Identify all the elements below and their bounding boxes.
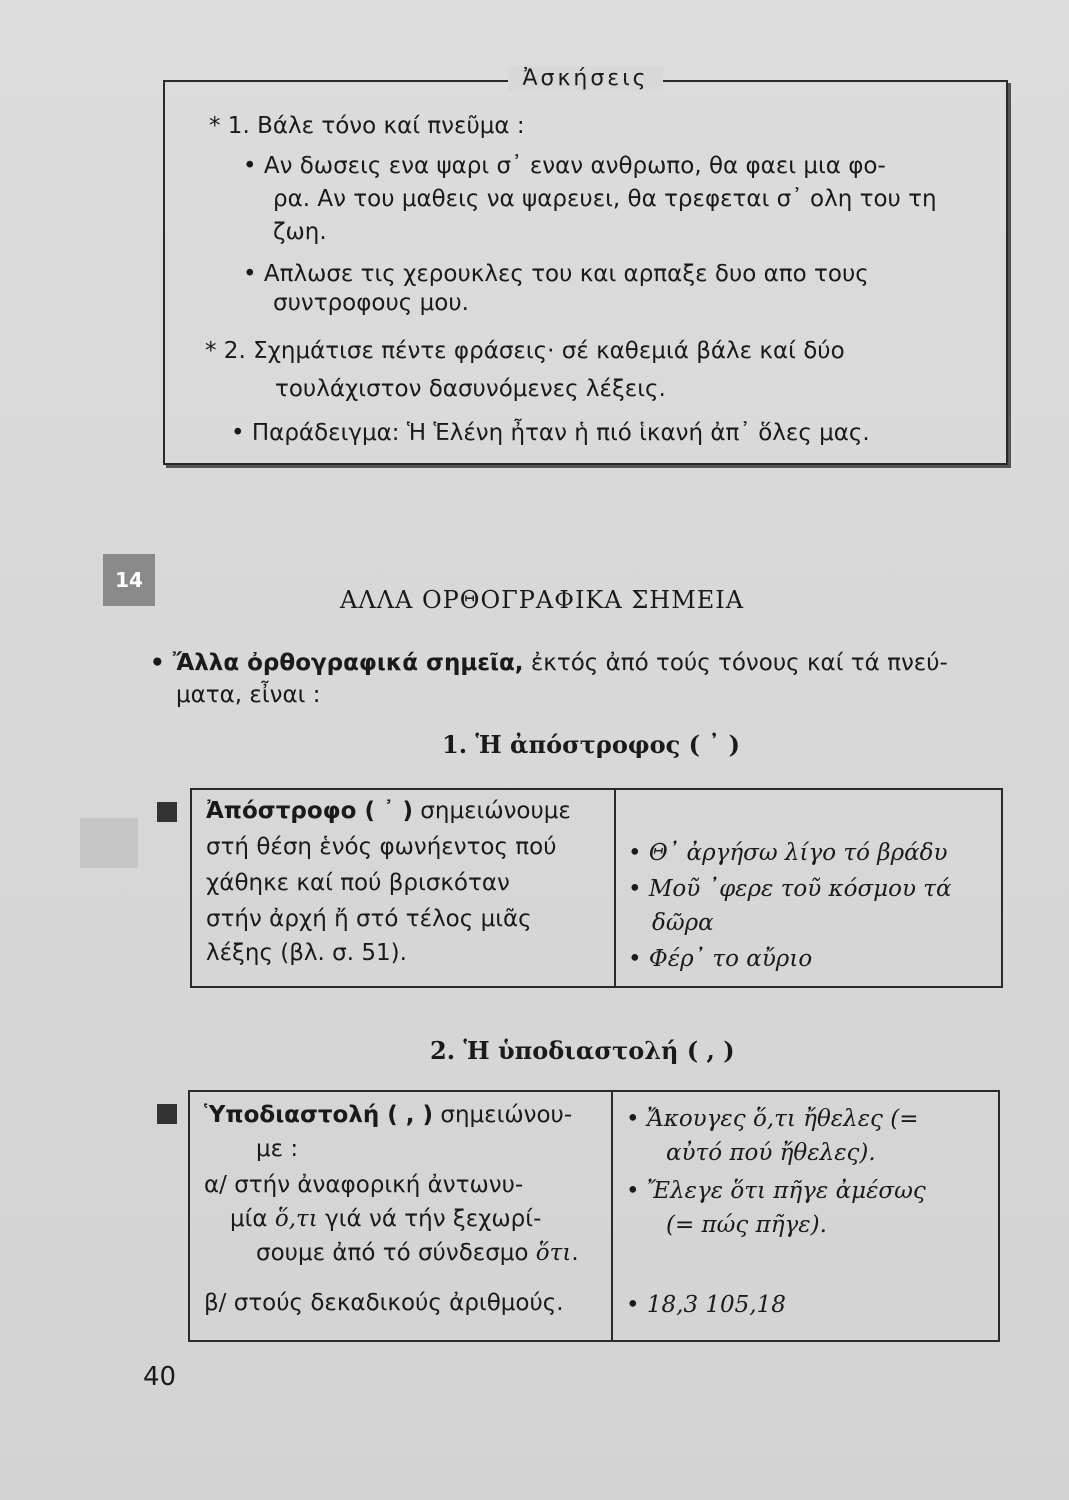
square-bullet-icon (157, 802, 177, 822)
apostrophe-rule-line: στή θέση ἑνός φωνήεντος πού (206, 834, 557, 860)
comma-table (188, 1090, 1000, 1342)
comma-example: (= πώς πῆγε). (666, 1212, 827, 1238)
apostrophe-example: • Θ᾿ ἀργήσω λίγο τό βράδυ (628, 840, 948, 866)
comma-rule-text: σουμε ἀπό τό σύνδεσμο (256, 1240, 536, 1266)
comma-example: • Ἄκουγες ὅ,τι ἤθελες (= (626, 1106, 919, 1132)
apostrophe-example: • Μοῦ ᾿φερε τοῦ κόσμου τά (628, 876, 952, 902)
apostrophe-example: δῶρα (652, 910, 714, 936)
apostrophe-table (190, 788, 1003, 988)
exercise-line: * 1. Βάλε τόνο καί πνεῦμα : (209, 113, 525, 139)
comma-rule-line: με : (256, 1136, 299, 1162)
section-intro-rest: ἐκτός ἀπό τούς τόνους καί τά πνεύ- (523, 650, 948, 676)
apostrophe-rule-line: λέξης (βλ. σ. 51). (206, 940, 407, 966)
comma-rule-line: β/ στούς δεκαδικούς ἀριθμούς. (204, 1290, 564, 1316)
comma-rule-bold: Ὑποδιαστολή ( , ) (204, 1102, 434, 1128)
comma-example: αὐτό πού ἤθελες). (666, 1140, 876, 1166)
comma-example: • Ἔλεγε ὅτι πῆγε ἀμέσως (626, 1178, 926, 1204)
exercise-line: τουλάχιστον δασυνόμενες λέξεις. (275, 376, 666, 402)
exercises-title-text: Ἀσκήσεις (508, 66, 662, 91)
section-title: ΑΛΛΑ ΟΡΘΟΓΡΑΦΙΚΑ ΣΗΜΕΙΑ (340, 586, 745, 614)
comma-rule-line (230, 1206, 541, 1234)
comma-rule-text: μία (230, 1206, 275, 1232)
apostrophe-rule-bold: Ἀπόστροφο ( ᾿ ) (206, 798, 413, 824)
comma-heading: 2. Ἡ ὑποδιαστολή ( , ) (430, 1036, 735, 1065)
comma-rule-line (256, 1240, 579, 1268)
square-bullet-icon (157, 1104, 177, 1124)
comma-rule-rest: σημειώνου- (433, 1102, 573, 1128)
exercises-box (163, 66, 1008, 465)
comma-rule-text: γιά νά τήν ξεχωρί- (317, 1206, 542, 1232)
exercise-line: • Παράδειγμα: Ἡ Ἑλένη ἦταν ἡ πιό ἱκανή ἀπ᾿ ὅλες μας. (231, 420, 870, 446)
section-number-badge: 14 (103, 554, 155, 606)
exercise-line: ζωη. (273, 219, 327, 245)
section-intro-line2: ματα, εἶναι : (176, 682, 321, 708)
section-intro-bold: • Ἄλλα ὀρθογραφικά σημεῖα, (150, 650, 524, 676)
decorative-block (80, 818, 138, 868)
comma-rule-text: . (571, 1240, 579, 1266)
apostrophe-rule-line: χάθηκε καί πού βρισκόταν (206, 870, 510, 896)
exercise-line: • Απλωσε τις χερουκλες του και αρπαξε δυο απο τους (243, 261, 869, 287)
exercise-line: ρα. Αν του μαθεις να ψαρευει, θα τρεφεται σ᾿ ολη του τη (273, 186, 937, 212)
comma-example: • 18,3 105,18 (626, 1292, 786, 1318)
comma-rule-line (204, 1102, 572, 1130)
apostrophe-example: • Φέρ᾿ το αὔριο (628, 946, 813, 972)
apostrophe-rule-rest: σημειώνουμε (413, 798, 571, 824)
exercise-line: συντροφους μου. (273, 290, 469, 316)
comma-rule-line: α/ στήν ἀναφορική ἀντωνυ- (204, 1172, 524, 1198)
page-number: 40 (143, 1362, 177, 1392)
exercise-line: * 2. Σχημάτισε πέντε φράσεις· σέ καθεμιά βάλε καί δύο (205, 338, 845, 364)
section-intro (150, 650, 948, 678)
comma-conjunction: ὅτι (535, 1240, 572, 1266)
exercises-title (165, 66, 1006, 91)
apostrophe-heading: 1. Ἡ ἀπόστροφος ( ᾿ ) (442, 730, 740, 759)
exercise-line: • Αν δωσεις ενα ψαρι σ᾿ εναν ανθρωπο, θα φαει μια φο- (243, 153, 886, 179)
apostrophe-rule-line (206, 798, 571, 826)
apostrophe-rule-line: στήν ἀρχή ἤ στό τέλος μιᾶς (206, 906, 532, 932)
comma-pronoun: ὅ,τι (274, 1206, 318, 1232)
